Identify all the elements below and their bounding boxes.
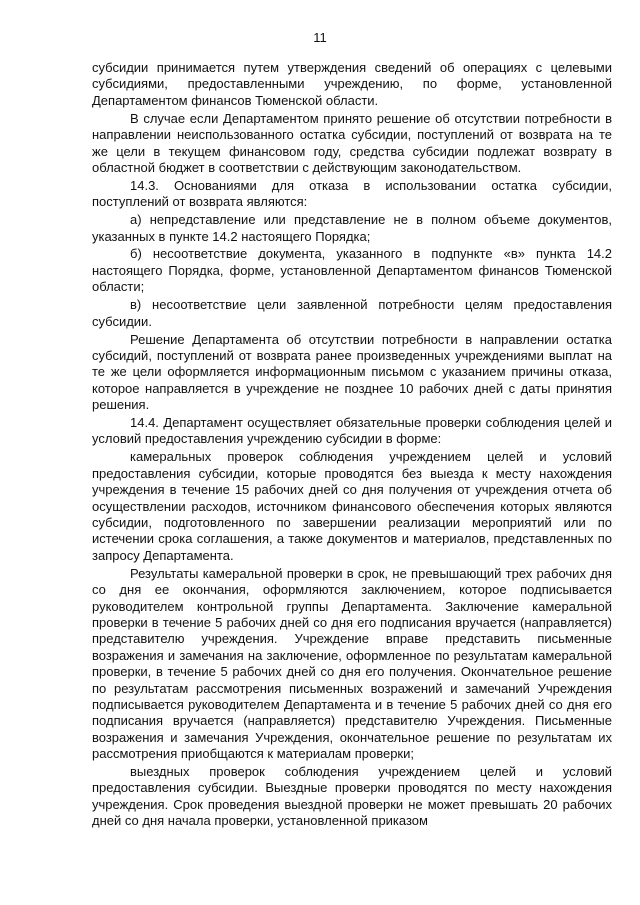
paragraph: В случае если Департаментом принято решение об отсутствии потребности в направлении неиспользованного остатка субсидии, поступлений от возврата на те же цели в текущем финансовом году, средства субсидии подлежат возврату в областной бюджет в соответствии с действующим законодательством.	[92, 110, 612, 175]
paragraph: б) несоответствие документа, указанного в подпункте «в» пункта 14.2 настоящего Порядка, форме, установленной Департаментом финансов Тюменской области;	[92, 246, 612, 295]
document-body	[92, 60, 612, 831]
paragraph: субсидии принимается путем утверждения сведений об операциях с целевыми субсидиями, предоставленными учреждению, по форме, установленной Департаментом финансов Тюменской области.	[92, 60, 612, 108]
paragraph: камеральных проверок соблюдения учреждением целей и условий предоставления субсидии, которые проводятся без выезда к месту нахождения учреждения в течение 15 рабочих дней со дня получения от учреждения отчета об осуществлении расходов, источником финансового обеспечения которых являются субсидии, подготовленного по завершении реализации мероприятий или по истечении срока соглашения, а также документов и материалов, представленных по запросу Департамента.	[92, 449, 612, 563]
paragraph: 14.3. Основаниями для отказа в использовании остатка субсидии, поступлений от возврата являются:	[92, 177, 612, 210]
page-number: 11	[313, 30, 327, 45]
paragraph: Решение Департамента об отсутствии потребности в направлении остатка субсидий, поступлений от возврата ранее произведенных учреждениями выплат на те же цели оформляется информационным письмом с указанием причины отказа, которое направляется в учреждение не позднее 10 рабочих дней с даты принятия решения.	[92, 331, 612, 413]
paragraph: 14.4. Департамент осуществляет обязательные проверки соблюдения целей и условий предоставления учреждению субсидии в форме:	[92, 415, 612, 447]
paragraph: выездных проверок соблюдения учреждением целей и условий предоставления субсидии. Выездные проверки проводятся по месту нахождения учреждения. Срок проведения выездной проверки не может превышать 20 рабочих дней со дня начала проверки, установленной приказом	[92, 764, 612, 829]
paragraph: а) непредставление или представление не в полном объеме документов, указанных в пункте 14.2 настоящего Порядка;	[92, 212, 612, 244]
paragraph: Результаты камеральной проверки в срок, не превышающий трех рабочих дня со дня ее окончания, оформляются заключением, которое подписывается руководителем контрольной группы Департамента. Заключение камеральной проверки в течение 5 рабочих дней со дня его подписания вручается (направляется) представителю учреждения. Учреждение вправе представить письменные возражения и замечания на заключение, оформленное по результатам камеральной проверки, в течение 5 рабочих дней со дня его получения. Окончательное решение по результатам рассмотрения письменных возражений и замечаний Учреждения подписывается руководителем Департамента и в течение 5 рабочих дней со дня его подписания вручается (направляется) представителю Учреждения. Письменные возражения и замечания Учреждения, окончательное решение по результатам их рассмотрения приобщаются к материалам проверки;	[92, 565, 612, 762]
paragraph: в) несоответствие цели заявленной потребности целям предоставления субсидии.	[92, 297, 612, 329]
